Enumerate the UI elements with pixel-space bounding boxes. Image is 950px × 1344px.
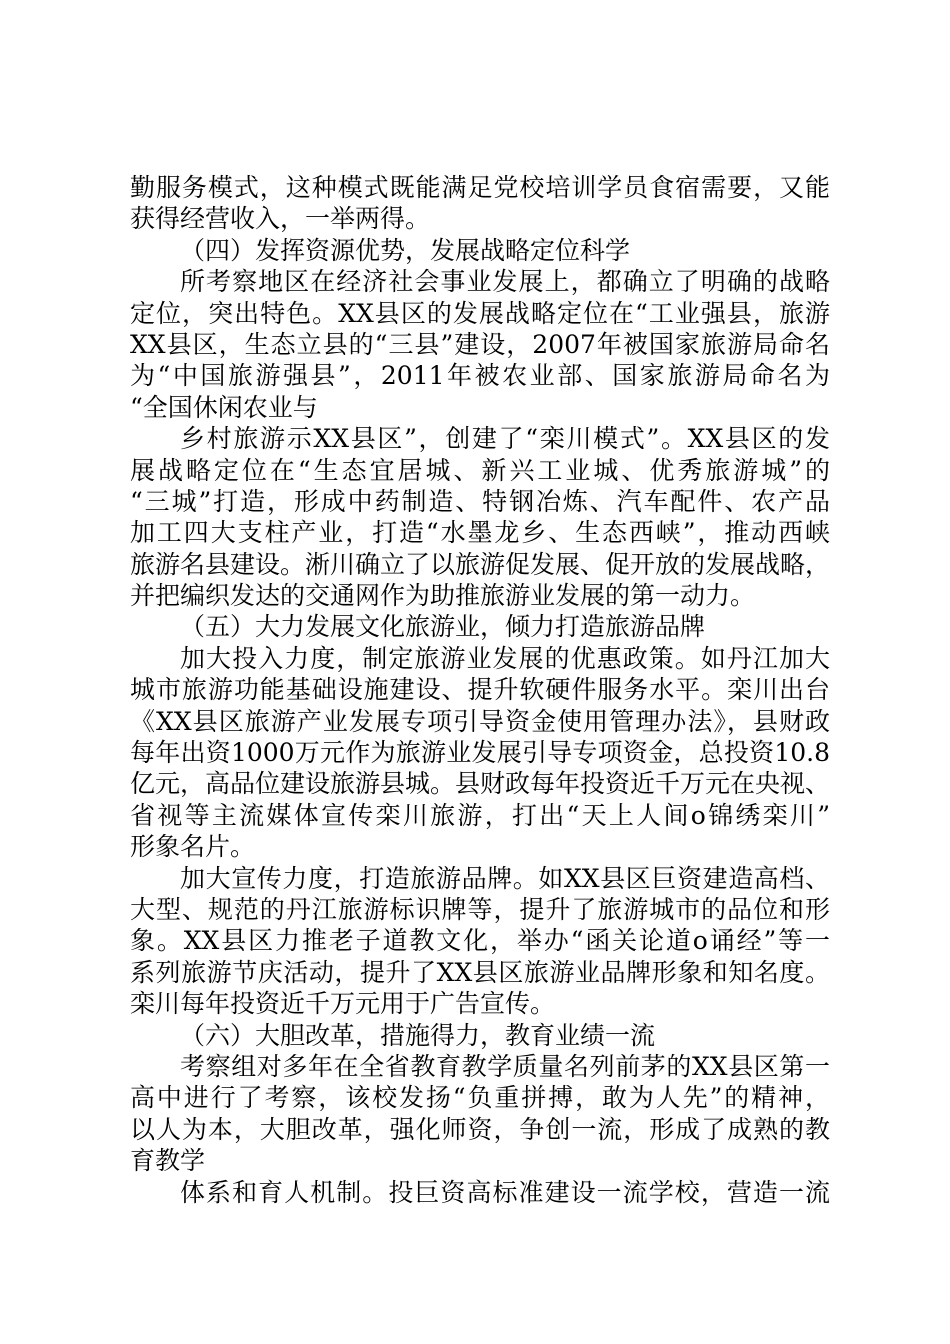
text-line: 象。XX县区力推老子道教文化，举办“函关论道o诵经”等一 — [130, 926, 830, 956]
text-line: 系列旅游节庆活动，提升了XX县区旅游业品牌形象和知名度。 — [130, 957, 830, 987]
text-line: 亿元，高品位建设旅游县城。县财政每年投资近千万元在央视、 — [130, 769, 830, 799]
text-line: “全国休闲农业与 — [130, 392, 318, 422]
text-line: 考察组对多年在全省教育教学质量名列前茅的XX县区第一 — [180, 1051, 830, 1081]
text-line: 并把编织发达的交通网作为助推旅游业发展的第一动力。 — [130, 581, 756, 611]
text-line: 城市旅游功能基础设施建设、提升软硬件服务水平。栾川出台 — [130, 675, 830, 705]
text-line: 加大投入力度，制定旅游业发展的优惠政策。如丹江加大 — [180, 643, 830, 673]
text-line: 育教学 — [130, 1146, 206, 1176]
section-heading: （六）大胆改革，措施得力，教育业绩一流 — [180, 1020, 656, 1050]
text-line: 大型、规范的丹江旅游标识牌等，提升了旅游城市的品位和形 — [130, 894, 830, 924]
text-line: 展战略定位在“生态宜居城、新兴工业城、优秀旅游城”的 — [130, 455, 830, 485]
text-line: 每年出资1000万元作为旅游业发展引导专项资金，总投资10.8 — [130, 738, 830, 768]
text-line: 为“中国旅游强县”，2011年被农业部、国家旅游局命名为 — [130, 361, 830, 391]
section-heading: （四）发挥资源优势，发展战略定位科学 — [180, 235, 631, 265]
text-line: 获得经营收入，一举两得。 — [130, 204, 431, 234]
text-line: 以人为本，大胆改革，强化师资，争创一流，形成了成熟的教 — [130, 1114, 830, 1144]
text-line: 乡村旅游示XX县区”，创建了“栾川模式”。XX县区的发 — [180, 424, 830, 454]
text-line: XX县区，生态立县的“三县”建设，2007年被国家旅游局命名 — [130, 329, 830, 359]
text-line: 所考察地区在经济社会事业发展上，都确立了明确的战略 — [180, 267, 830, 297]
text-line: 栾川每年投资近千万元用于广告宣传。 — [130, 989, 556, 1019]
text-line: 加大宣传力度，打造旅游品牌。如XX县区巨资建造高档、 — [180, 863, 830, 893]
text-line: 体系和育人机制。投巨资高标准建设一流学校，营造一流 — [180, 1177, 830, 1207]
text-line: 形象名片。 — [130, 832, 256, 862]
text-line: 定位，突出特色。XX县区的发展战略定位在“工业强县，旅游 — [130, 298, 830, 328]
text-line: 《XX县区旅游产业发展专项引导资金使用管理办法》，县财政 — [130, 706, 830, 736]
text-line: 高中进行了考察，该校发扬“负重拼搏，敢为人先”的精神， — [130, 1083, 830, 1113]
text-line: “三城”打造，形成中药制造、特钢冶炼、汽车配件、农产品 — [130, 486, 830, 516]
text-line: 加工四大支柱产业，打造“水墨龙乡、生态西峡”，推动西峡 — [130, 518, 830, 548]
text-line: 旅游名县建设。淅川确立了以旅游促发展、促开放的发展战略， — [130, 549, 830, 579]
text-line: 勤服务模式，这种模式既能满足党校培训学员食宿需要，又能 — [130, 173, 830, 202]
document-body — [130, 172, 830, 1208]
section-heading: （五）大力发展文化旅游业，倾力打造旅游品牌 — [180, 612, 706, 642]
text-line: 省视等主流媒体宣传栾川旅游，打出“天上人间o锦绣栾川” — [130, 800, 830, 830]
